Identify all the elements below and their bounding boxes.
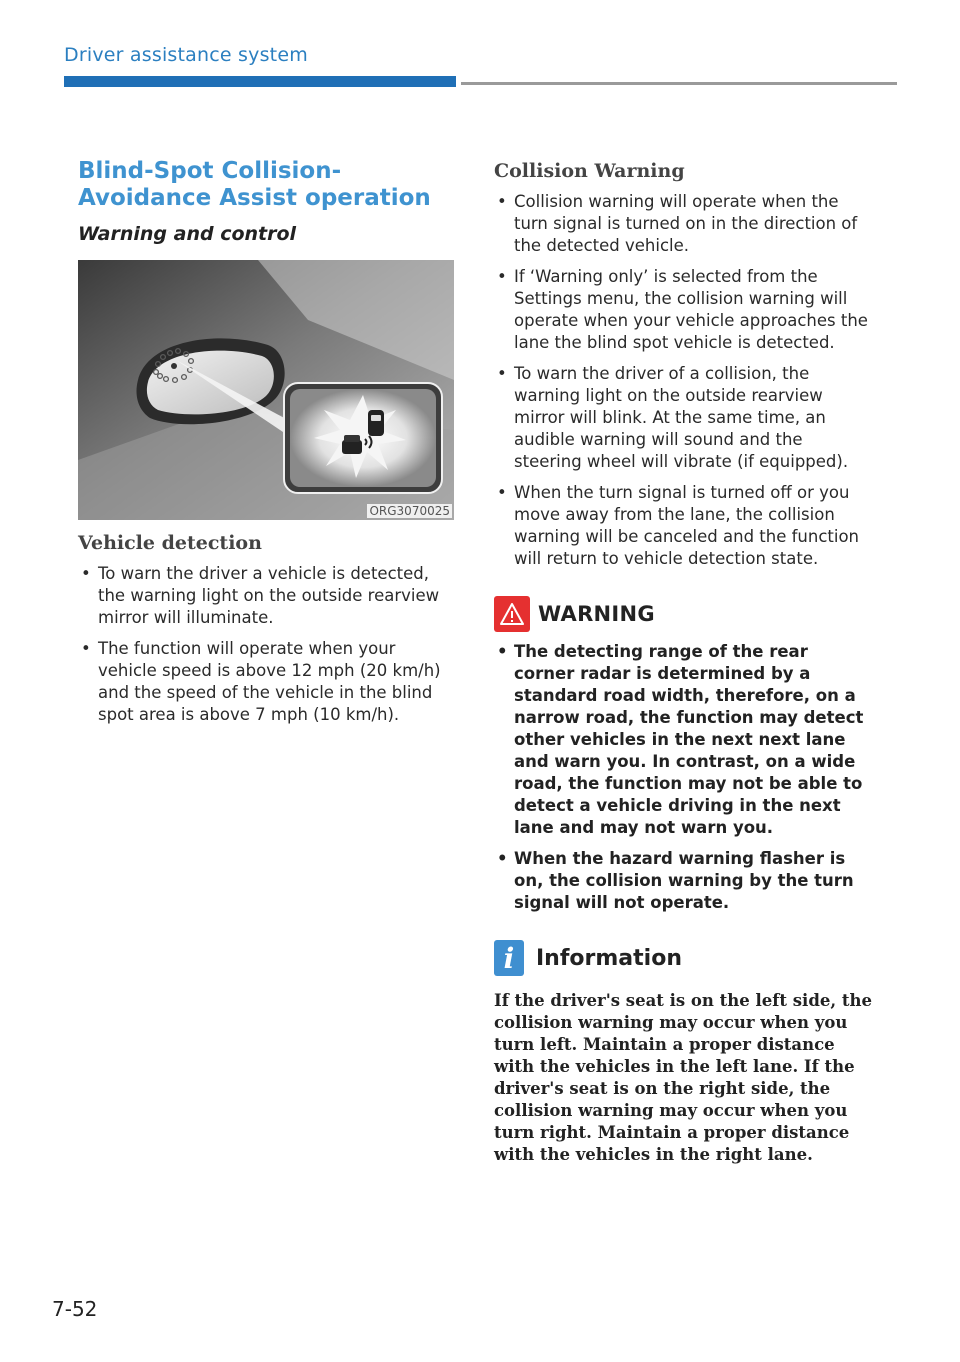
list-item: • To warn the driver of a collision, the warning light on the outside rearview mirror will blink. At the same time, an audible warning will sound and the steering wheel will vibrate (if equipped).	[494, 363, 872, 473]
collision-warning-list	[494, 191, 872, 570]
vehicle-detection-list	[78, 563, 456, 726]
list-item: • If ‘Warning only’ is selected from the Settings menu, the collision warning will operate when your vehicle approaches the lane the blind spot vehicle is detected.	[494, 266, 872, 354]
right-column	[494, 160, 872, 1166]
list-item: • When the turn signal is turned off or you move away from the lane, the collision warning will be canceled and the function will return to vehicle detection state.	[494, 482, 872, 570]
figure-code: ORG3070025	[369, 504, 450, 518]
information-body: If the driver's seat is on the left side, the collision warning may occur when you turn left. Maintain a proper distance with the vehicles in the left lane. If the driver's seat is on the right side, the collision warning may occur when you turn right. Maintain a proper distance with the vehicles in the right lane.	[494, 991, 872, 1164]
subsection-title: Warning and control	[78, 223, 297, 245]
section-title: Blind-Spot Collision-Avoidance Assist operation	[78, 158, 431, 211]
warning-list	[494, 641, 872, 914]
warning-header	[494, 596, 872, 632]
running-header: Driver assistance system	[64, 44, 308, 66]
information-label: Information	[536, 945, 682, 971]
car-top-icon	[368, 410, 384, 436]
warning-triangle-icon	[494, 596, 530, 632]
vehicle-detection-heading: Vehicle detection	[78, 532, 262, 554]
mirror-illustration	[78, 260, 454, 520]
list-item: • The function will operate when your vehicle speed is above 12 mph (20 km/h) and the speed of the vehicle in the blind spot area is above 7 mph (10 km/h).	[78, 638, 456, 726]
info-icon: i	[494, 940, 524, 976]
collision-warning-heading: Collision Warning	[494, 160, 685, 182]
header-rule-gray	[461, 82, 897, 85]
page-number: 7-52	[52, 1297, 98, 1321]
header-rule-blue	[64, 76, 456, 87]
list-item: • To warn the driver a vehicle is detected, the warning light on the outside rearview mirror will illuminate.	[78, 563, 456, 629]
left-column	[78, 158, 456, 735]
warning-label: WARNING	[538, 602, 655, 626]
list-item: • The detecting range of the rear corner radar is determined by a standard road width, therefore, on a narrow road, the function may detect other vehicles in the next next lane and warn you. In contrast, on a wide road, the function may not be able to detect a vehicle driving in the next lane and may not warn you.	[494, 641, 872, 839]
list-item: • When the hazard warning flasher is on, the collision warning by the turn signal will not operate.	[494, 848, 872, 914]
information-header	[494, 940, 872, 976]
mirror-warning-figure	[78, 260, 454, 520]
car-rear-icon	[342, 435, 362, 454]
list-item: • Collision warning will operate when the turn signal is turned on in the direction of the detected vehicle.	[494, 191, 872, 257]
